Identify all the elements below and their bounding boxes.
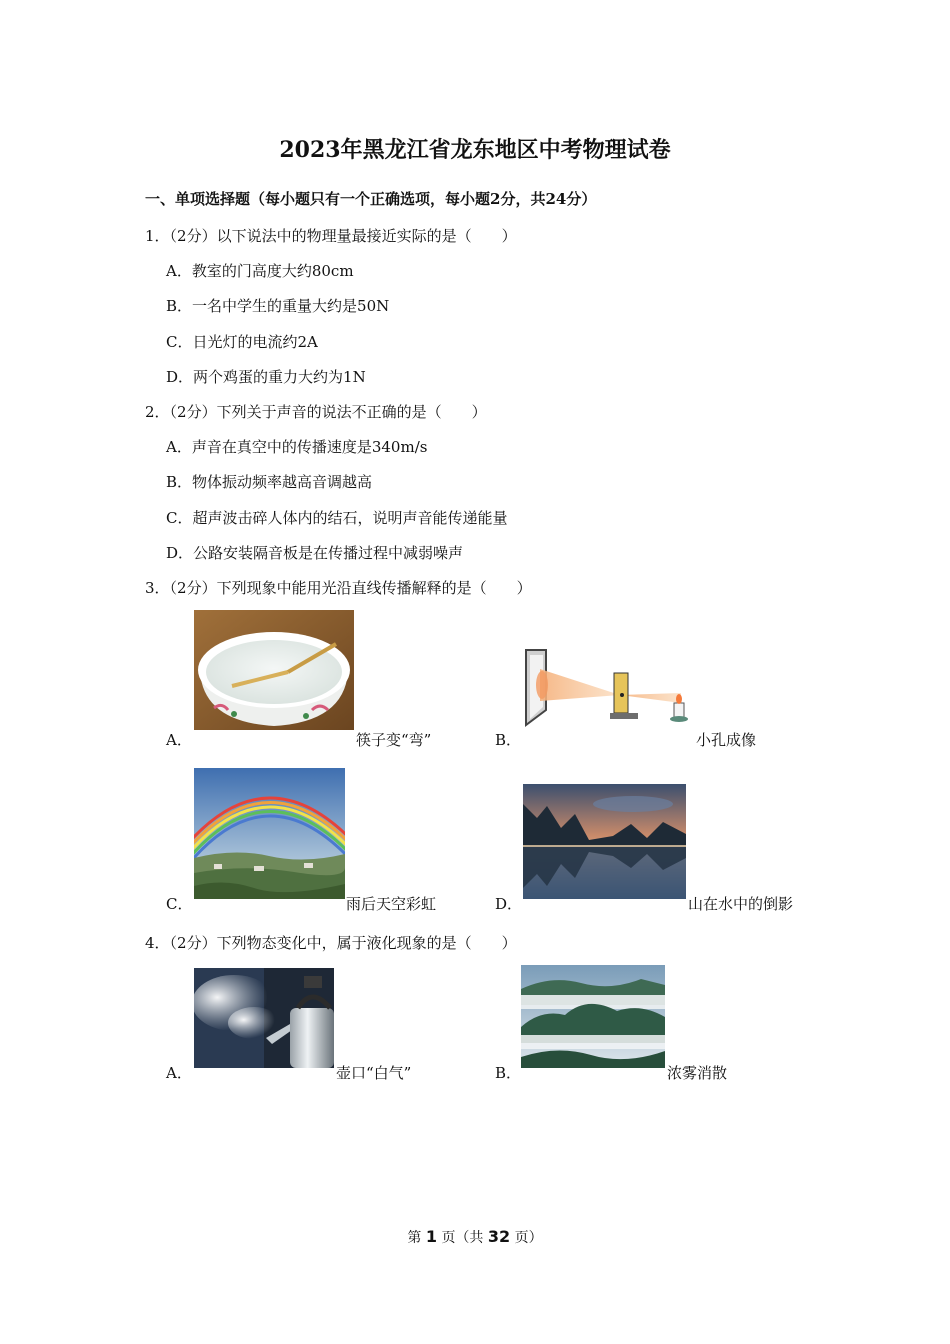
footer-middle: 页（共 [441,1230,484,1246]
rainbow-image [194,768,345,899]
question-3-option-a-letter: A． [166,731,192,749]
question-3-option-d-letter: D． [495,895,523,913]
question-3-stem: 3．（2分）下列现象中能用光沿直线传播解释的是（ ） [145,579,532,597]
footer-page-number: 1 [425,1227,437,1246]
question-4-option-b-caption: 浓雾消散 [667,1064,728,1082]
pinhole-camera-image [516,645,694,727]
question-3-option-c-caption: 雨后天空彩虹 [346,895,437,913]
question-2-option-a: A．声音在真空中的传播速度是340m/s [166,438,428,456]
question-4-option-a-letter: A． [166,1064,192,1082]
question-4-stem: 4．（2分）下列物态变化中，属于液化现象的是（ ） [145,934,517,952]
question-4-option-b-letter: B． [495,1064,522,1082]
footer-total-pages: 32 [487,1227,511,1246]
question-1-option-d: D．两个鸡蛋的重力大约为1N [166,368,366,386]
question-1-stem: 1．（2分）以下说法中的物理量最接近实际的是（ ） [145,227,517,245]
question-2-option-c: C．超声波击碎人体内的结石，说明声音能传递能量 [166,509,508,527]
question-1-option-c: C．日光灯的电流约2A [166,333,318,351]
kettle-steam-image [194,968,334,1068]
question-4-option-a-caption: 壶口“白气” [336,1064,412,1082]
page-title: 2023年黑龙江省龙东地区中考物理试卷 [279,137,671,163]
question-2-option-b: B．物体振动频率越高音调越高 [166,473,373,491]
question-2-stem: 2．（2分）下列关于声音的说法不正确的是（ ） [145,403,487,421]
bowl-chopstick-image [194,610,354,730]
question-3-option-d-caption: 山在水中的倒影 [688,895,794,913]
question-1-option-a: A．教室的门高度大约80cm [166,262,354,280]
question-3-option-b-letter: B． [495,731,522,749]
question-1-option-b: B．一名中学生的重量大约是50N [166,297,390,315]
question-2-option-d: D．公路安装隔音板是在传播过程中减弱噪声 [166,544,464,562]
page-footer [0,1227,950,1247]
fog-mountains-image [521,965,665,1068]
question-3-option-a-caption: 筷子变“弯” [356,731,432,749]
footer-prefix: 第 [407,1230,422,1246]
question-3-option-b-caption: 小孔成像 [696,731,757,749]
mountain-reflection-image [523,784,686,899]
footer-suffix: 页） [514,1230,543,1246]
section-heading: 一、单项选择题（每小题只有一个正确选项，每小题2分，共24分） [145,190,597,208]
question-3-option-c-letter: C． [166,895,193,913]
